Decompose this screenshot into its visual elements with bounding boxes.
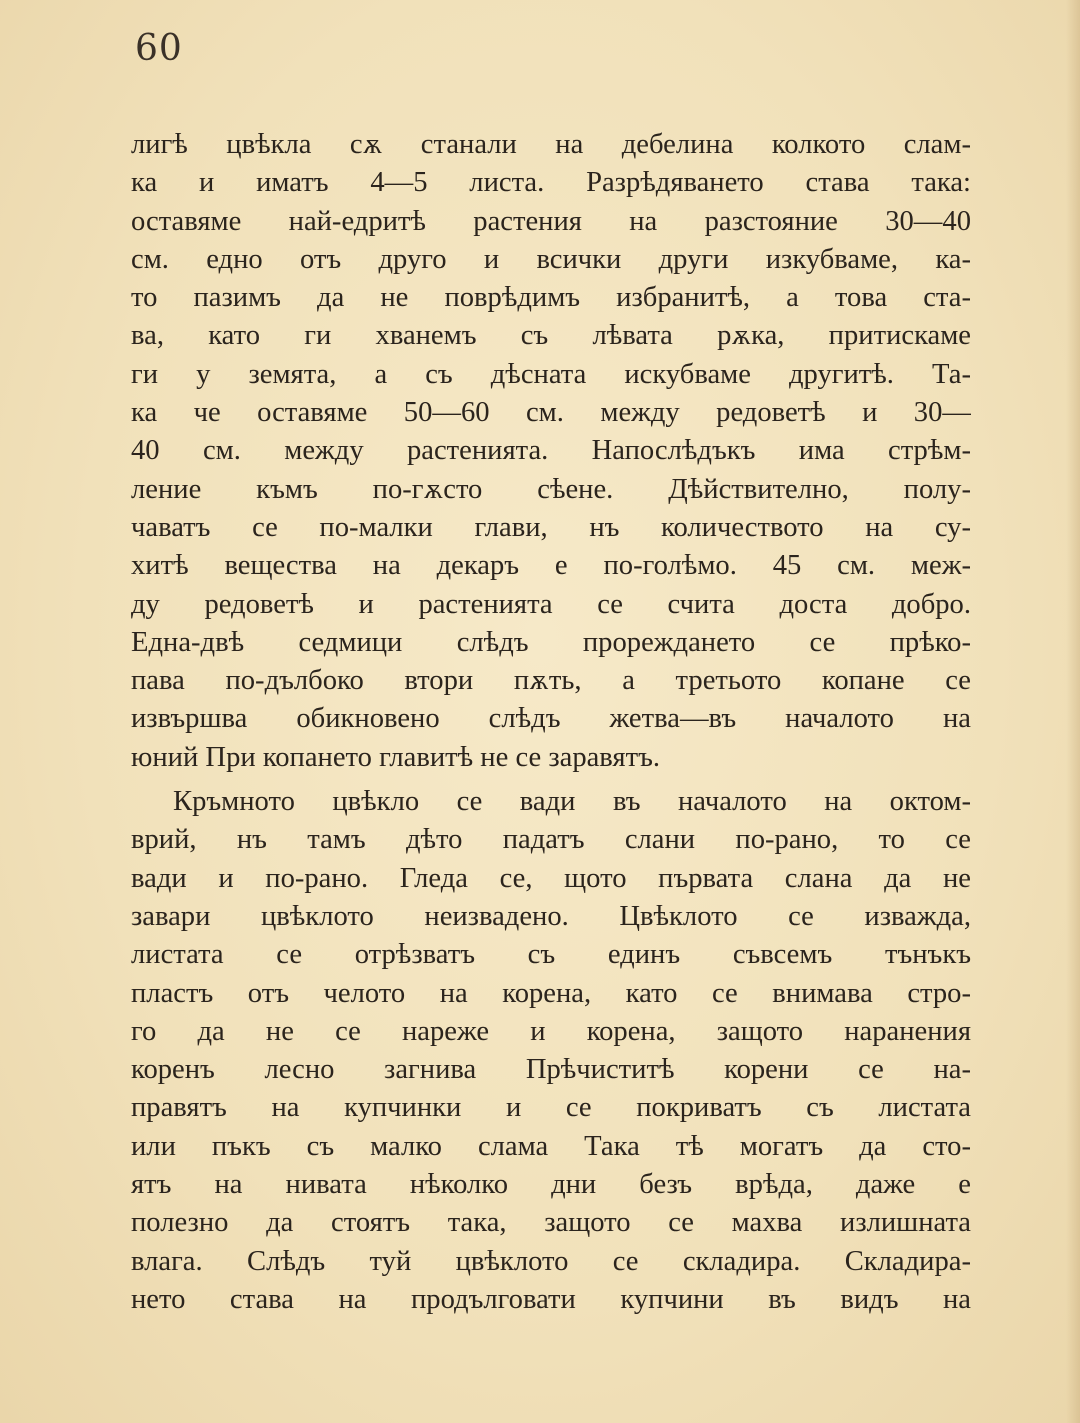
- body-text: [131, 126, 971, 1319]
- text-line: ятъ на нивата нѣколко дни безъ врѣда, даже е: [131, 1169, 971, 1201]
- page-edge-shadow: [1066, 0, 1080, 1423]
- text-line: врий, нъ тамъ дѣто падатъ слани по-рано, то се: [131, 824, 971, 856]
- text-line: полезно да стоятъ така, защото се махва излишната: [131, 1207, 971, 1239]
- text-line: ление къмъ по-гѫсто сѣене. Дѣйствително, полу-: [131, 473, 971, 505]
- text-line: чаватъ се по-малки глави, нъ количеството на су-: [131, 511, 971, 543]
- page-number: 60: [135, 28, 183, 69]
- text-line: то пазимъ да не поврѣдимъ избранитѣ, а това ста-: [131, 282, 971, 314]
- text-line: извършва обикновено слѣдъ жетва—въ началото на: [131, 703, 971, 735]
- text-line: правятъ на купчинки и се покриватъ съ листата: [131, 1092, 971, 1124]
- text-line: ка и иматъ 4—5 листа. Разрѣдяването става така:: [131, 167, 971, 199]
- text-line: юний При копането главитѣ не се заравятъ.: [131, 741, 661, 773]
- text-line: см. едно отъ друго и всички други изкубваме, ка-: [131, 243, 971, 275]
- text-line: коренъ лесно загнива Прѣчиститѣ корени се на-: [131, 1054, 971, 1086]
- text-line: влага. Слѣдъ туй цвѣклото се складира. Складира-: [131, 1245, 971, 1277]
- text-line: лигѣ цвѣкла сѫ станали на дебелина колкото слам-: [131, 129, 971, 160]
- text-line: пластъ отъ челото на корена, като се внимава стро-: [131, 977, 971, 1009]
- text-line: ги у земята, а съ дѣсната искубваме другитѣ. Та-: [131, 358, 971, 390]
- text-line: завари цвѣклото неизвадено. Цвѣклото се изважда,: [131, 900, 971, 932]
- text-line: листата се отрѣзватъ съ единъ съвсемъ тънъкъ: [131, 939, 971, 971]
- text-line: 40 см. между растенията. Напослѣдъкъ има стрѣм-: [131, 435, 971, 467]
- text-line: ка че оставяме 50—60 см. между редоветѣ и 30—: [131, 397, 971, 429]
- text-line: нето става на продълговати купчини въ видъ на: [131, 1283, 971, 1315]
- text-line: или пъкъ съ малко слама Така тѣ могатъ да сто-: [131, 1130, 971, 1162]
- text-line: Една-двѣ седмици слѣдъ прореждането се прѣко-: [131, 626, 971, 658]
- text-line: ва, като ги хванемъ съ лѣвата рѫка, притискаме: [131, 320, 971, 352]
- text-line: го да не се нареже и корена, защото наранения: [131, 1015, 971, 1047]
- text-line: пава по-дълбоко втори пѫть, а третьото копане се: [131, 665, 971, 697]
- text-line: вади и по-рано. Гледа се, щото първата слана да не: [131, 862, 971, 894]
- text-line: хитѣ вещества на декаръ е по-голѣмо. 45 см. меж-: [131, 550, 971, 582]
- text-line: Кръмното цвѣкло се вади въ началото на октом-: [173, 786, 971, 818]
- text-line: ду редоветѣ и растенията се счита доста добро.: [131, 588, 971, 620]
- text-line: оставяме най-едритѣ растения на разстояние 30—40: [131, 205, 971, 237]
